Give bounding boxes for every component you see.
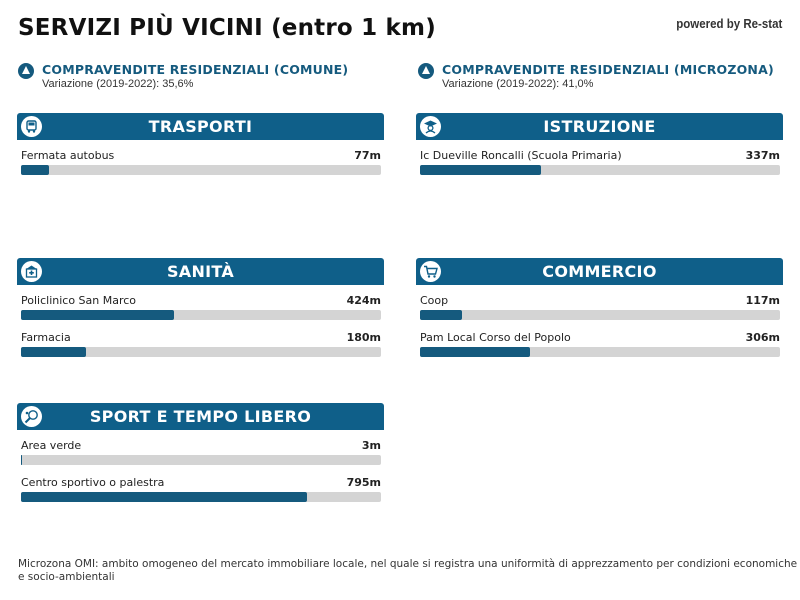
triangle-up-icon bbox=[418, 63, 434, 79]
distance-bar-fill bbox=[21, 347, 86, 357]
section-commercio bbox=[416, 258, 783, 359]
stat-microzona-label: COMPRAVENDITE RESIDENZIALI (MICROZONA) bbox=[442, 62, 774, 77]
section-header bbox=[17, 258, 384, 285]
footnote: Microzona OMI: ambito omogeneo del mercato immobiliare locale, nel quale si registra una uniformità di apprezzamento per condizioni economiche e socio-ambientali bbox=[18, 558, 798, 583]
distance-bar-fill bbox=[21, 310, 174, 320]
distance-bar bbox=[21, 310, 381, 320]
list-item bbox=[21, 430, 381, 467]
powered-by-label: powered by Re-stat bbox=[675, 17, 782, 31]
item-distance: 795m bbox=[346, 476, 381, 489]
item-distance: 424m bbox=[346, 294, 381, 307]
distance-bar-fill bbox=[420, 347, 530, 357]
item-name: Coop bbox=[420, 294, 449, 307]
item-name: Policlinico San Marco bbox=[21, 294, 137, 307]
item-name: Fermata autobus bbox=[21, 149, 115, 162]
item-name: Ic Dueville Roncalli (Scuola Primaria) bbox=[420, 149, 622, 162]
item-distance: 337m bbox=[745, 149, 780, 162]
distance-bar-fill bbox=[21, 492, 307, 502]
distance-bar-fill bbox=[420, 310, 462, 320]
stat-comune-variation: Variazione (2019-2022): 35,6% bbox=[42, 78, 194, 90]
item-distance: 3m bbox=[361, 439, 381, 452]
stat-comune-label: COMPRAVENDITE RESIDENZIALI (COMUNE) bbox=[42, 62, 349, 77]
section-sanita bbox=[17, 258, 384, 359]
section-title: ISTRUZIONE bbox=[543, 117, 656, 136]
item-distance: 117m bbox=[745, 294, 780, 307]
section-header bbox=[416, 258, 783, 285]
list-item bbox=[420, 322, 780, 359]
item-name: Pam Local Corso del Popolo bbox=[420, 331, 571, 344]
section-title: COMMERCIO bbox=[542, 262, 657, 281]
list-item bbox=[420, 285, 780, 322]
section-header bbox=[416, 113, 783, 140]
distance-bar bbox=[420, 165, 780, 175]
distance-bar bbox=[21, 455, 381, 465]
section-trasporti bbox=[17, 113, 384, 177]
item-name: Area verde bbox=[21, 439, 82, 452]
stat-microzona-variation: Variazione (2019-2022): 41,0% bbox=[442, 78, 594, 90]
distance-bar bbox=[21, 347, 381, 357]
distance-bar-fill bbox=[420, 165, 541, 175]
item-name: Farmacia bbox=[21, 331, 71, 344]
item-name: Centro sportivo o palestra bbox=[21, 476, 165, 489]
item-distance: 77m bbox=[354, 149, 381, 162]
distance-bar bbox=[420, 310, 780, 320]
distance-bar bbox=[21, 492, 381, 502]
section-title: SANITÀ bbox=[166, 262, 235, 281]
distance-bar bbox=[420, 347, 780, 357]
item-distance: 180m bbox=[346, 331, 381, 344]
section-title: TRASPORTI bbox=[148, 117, 253, 136]
section-istruzione bbox=[416, 113, 783, 177]
distance-bar-fill bbox=[21, 165, 49, 175]
distance-bar-fill bbox=[21, 455, 22, 465]
list-item bbox=[21, 467, 381, 504]
list-item bbox=[21, 322, 381, 359]
list-item bbox=[21, 140, 381, 177]
section-header bbox=[17, 403, 384, 430]
item-distance: 306m bbox=[745, 331, 780, 344]
section-title: SPORT E TEMPO LIBERO bbox=[89, 407, 312, 426]
list-item bbox=[420, 140, 780, 177]
distance-bar bbox=[21, 165, 381, 175]
page-title: SERVIZI PIÙ VICINI (entro 1 km) bbox=[18, 15, 436, 41]
section-header bbox=[17, 113, 384, 140]
section-sport bbox=[17, 403, 384, 504]
list-item bbox=[21, 285, 381, 322]
triangle-up-icon bbox=[18, 63, 34, 79]
